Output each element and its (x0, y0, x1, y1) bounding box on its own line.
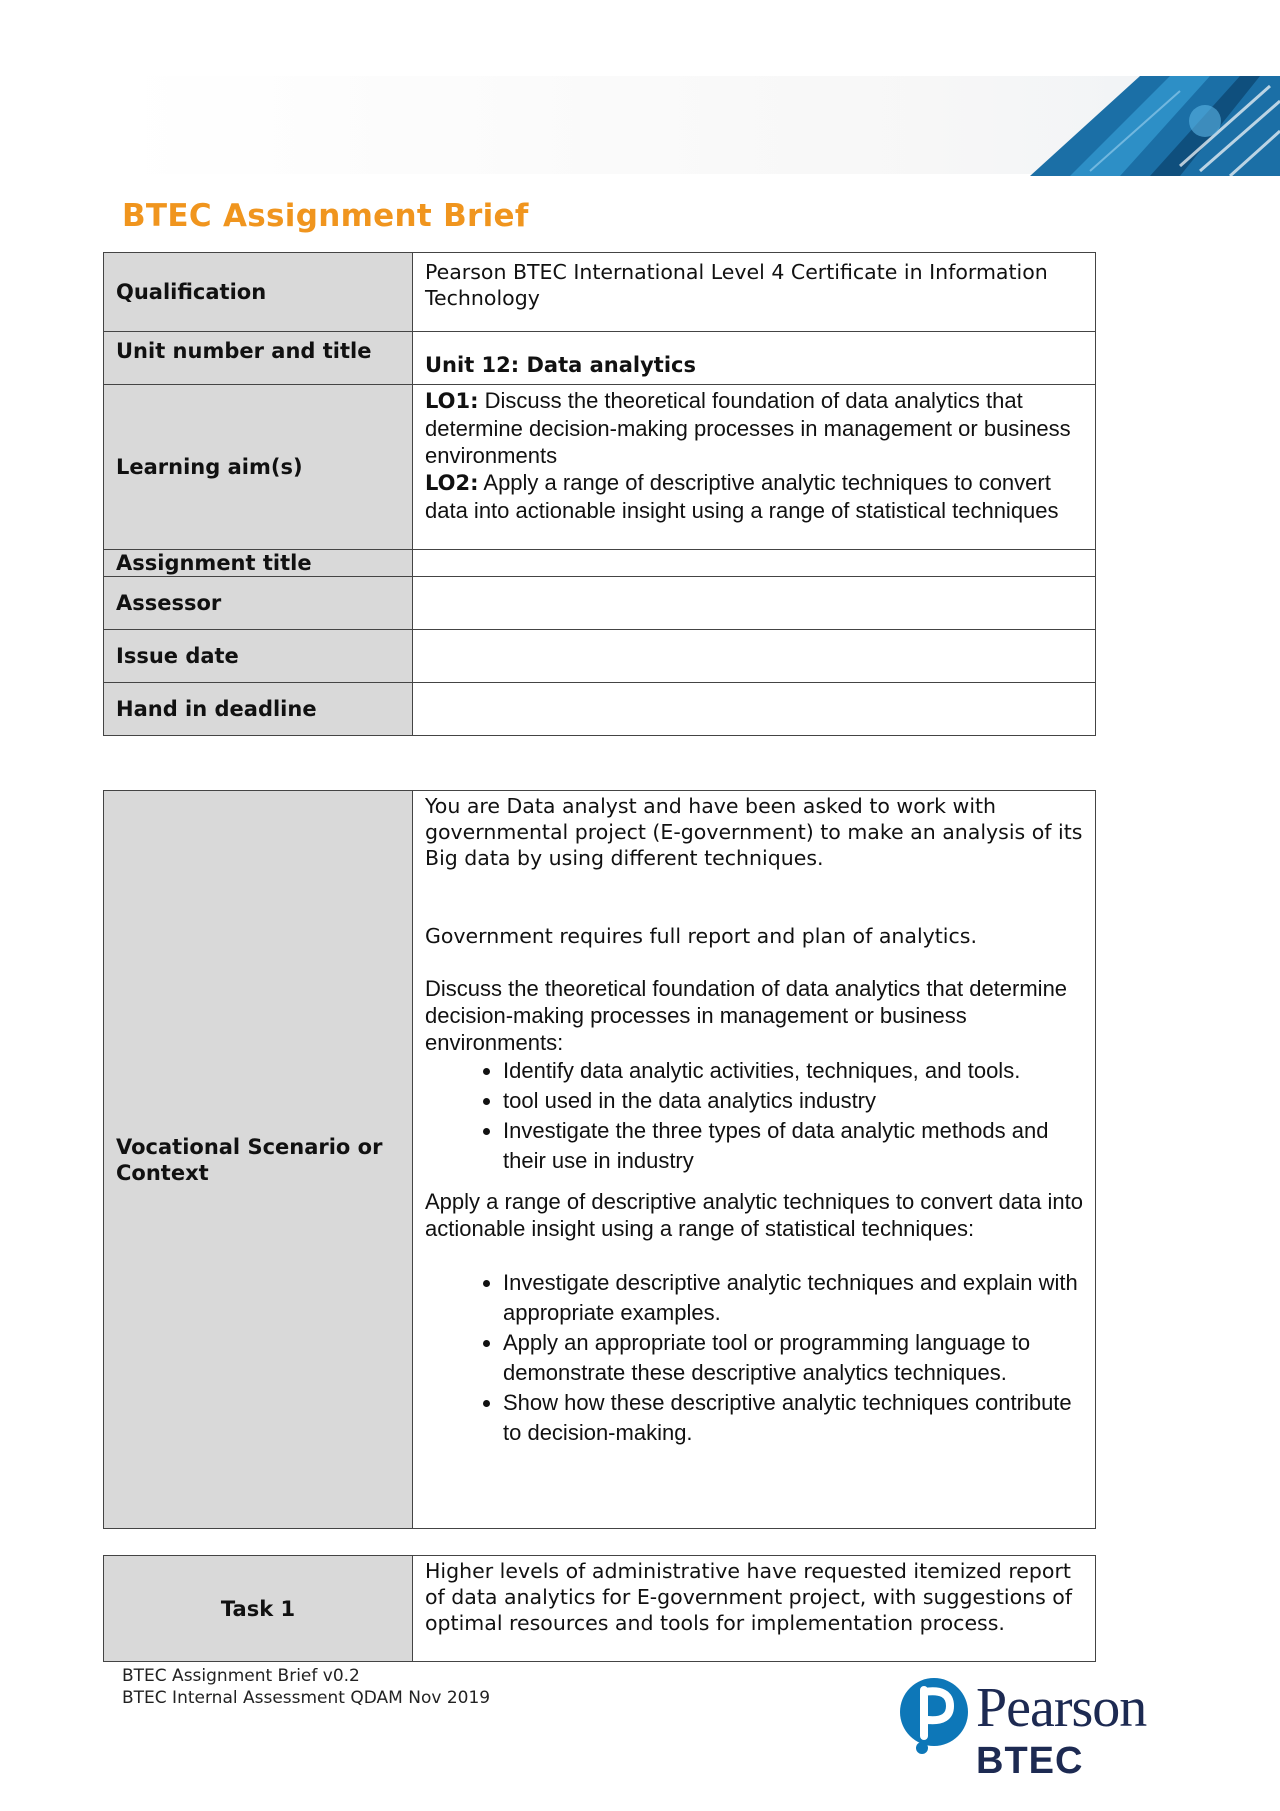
btec-logo-text: BTEC (976, 1740, 1084, 1782)
table-row (104, 253, 1096, 332)
task1-table (103, 1555, 1096, 1662)
footer-qdam: BTEC Internal Assessment QDAM Nov 2019 (122, 1688, 491, 1708)
list-item: • Apply an appropriate tool or programming language to demonstrate these descriptive analytics techniques. (503, 1328, 1083, 1388)
scenario-table (103, 790, 1096, 1529)
issue-date-label: Issue date (104, 630, 413, 683)
part1-bullet-list (425, 1056, 1083, 1176)
lo1: LO1: Discuss the theoretical foundation of data analytics that determine decision-making processes in management or business environments (425, 388, 1071, 468)
table-row (104, 683, 1096, 736)
footer (122, 1665, 490, 1709)
table-row (104, 550, 1096, 577)
footer-version: BTEC Assignment Brief v0.2 (122, 1666, 360, 1686)
pearson-logo-text: Pearson (976, 1677, 1147, 1739)
table-row (104, 332, 1096, 385)
list-item: • Identify data analytic activities, techniques, and tools. (503, 1056, 1083, 1086)
qualification-value: Pearson BTEC International Level 4 Certificate in Information Technology (413, 253, 1096, 332)
assignment-title-label: Assignment title (104, 550, 413, 577)
unit-value: Unit 12: Data analytics (413, 332, 1096, 385)
learning-aims-label: Learning aim(s) (104, 385, 413, 550)
part2-bullet-list (425, 1268, 1083, 1448)
assignment-title-value (413, 550, 1096, 577)
list-item: • tool used in the data analytics industry (503, 1086, 1083, 1116)
list-item: • Show how these descriptive analytic techniques contribute to decision-making. (503, 1388, 1083, 1448)
document-title: BTEC Assignment Brief (122, 198, 529, 234)
scenario-content (413, 791, 1096, 1529)
list-item: • Investigate the three types of data analytic methods and their use in industry (503, 1116, 1083, 1176)
table-row (104, 1556, 1096, 1662)
learning-aims-value (413, 385, 1096, 550)
task1-text: Higher levels of administrative have requested itemized report of data analytics for E-government project, with suggestions of optimal resources and tools for implementation process. (413, 1556, 1096, 1662)
scenario-label: Vocational Scenario or Context (104, 791, 413, 1529)
part2-intro: Apply a range of descriptive analytic techniques to convert data into actionable insight using a range of statistical techniques: (425, 1189, 1083, 1241)
scenario-requirement: Government requires full report and plan of analytics. (425, 924, 977, 948)
unit-label: Unit number and title (104, 332, 413, 385)
list-item: • Investigate descriptive analytic techniques and explain with appropriate examples. (503, 1268, 1083, 1328)
table-row (104, 791, 1096, 1529)
assignment-info-table (103, 252, 1096, 736)
deadline-value (413, 683, 1096, 736)
scenario-intro: You are Data analyst and have been asked to work with governmental project (E-government) to make an analysis of its Big data by using different techniques. (425, 794, 1083, 870)
table-row (104, 385, 1096, 550)
lo2: LO2: Apply a range of descriptive analytic techniques to convert data into actionable insight using a range of statistical techniques (425, 470, 1059, 523)
assessor-value (413, 577, 1096, 630)
issue-date-value (413, 630, 1096, 683)
table-row (104, 577, 1096, 630)
assessor-label: Assessor (104, 577, 413, 630)
table-row (104, 630, 1096, 683)
deadline-label: Hand in deadline (104, 683, 413, 736)
task1-label: Task 1 (104, 1556, 413, 1662)
qualification-label: Qualification (104, 253, 413, 332)
part1-intro: Discuss the theoretical foundation of data analytics that determine decision-making processes in management or business environments: (425, 976, 1068, 1055)
header-decorative-graphic (1030, 76, 1280, 176)
